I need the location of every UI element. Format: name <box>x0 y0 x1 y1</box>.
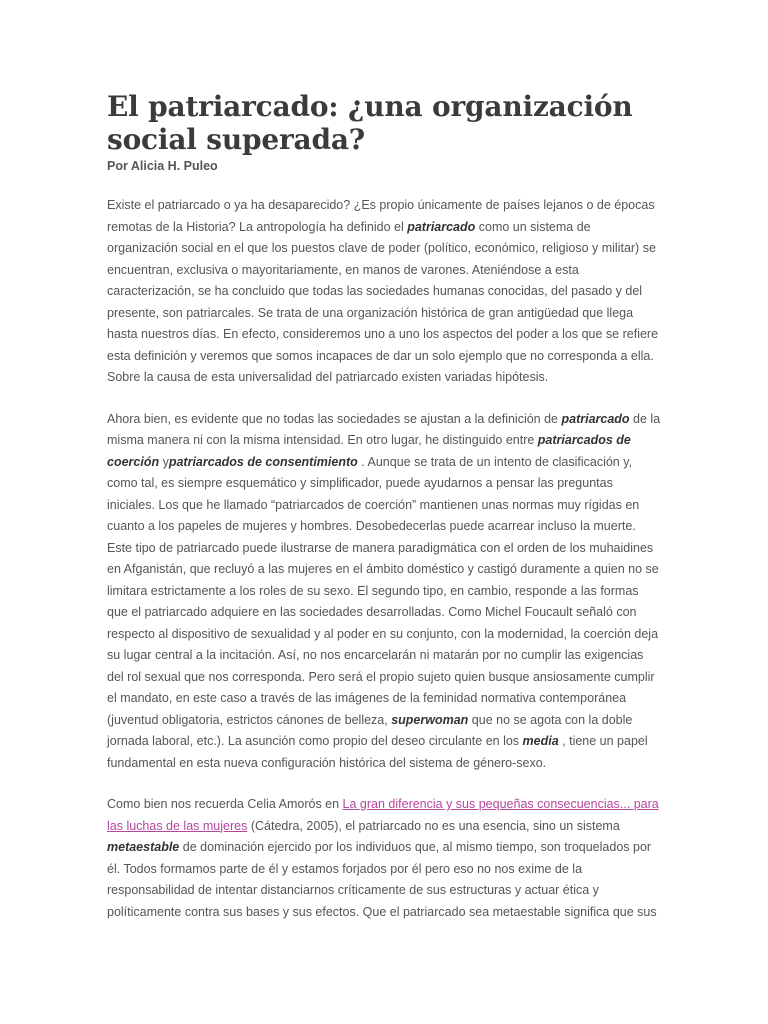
text: y <box>159 454 169 469</box>
paragraph-3 <box>107 794 662 923</box>
text: Como bien nos recuerda Celia Amorós en <box>107 797 343 811</box>
text: de la misma manera ni con la misma intensidad. En otro lugar, he distinguido entre <box>107 411 661 447</box>
text: Existe el patriarcado o ya ha desaparecido? ¿Es propio únicamente de países lejanos o de épocas remotas de la Historia? La antropología ha definido el <box>107 198 655 234</box>
text: (Cátedra, 2005), el patriarcado no es una esencia, sino un sistema <box>247 818 620 833</box>
text: Ahora bien, es evidente que no todas las sociedades se ajustan a la definición de <box>107 411 562 426</box>
emphasis: patriarcado <box>407 219 476 234</box>
emphasis: patriarcados de coerción <box>107 433 631 469</box>
article <box>107 90 662 943</box>
text: , tiene un papel fundamental en esta nueva configuración histórica del sistema de género-sexo. <box>107 734 648 770</box>
paragraph-2 <box>107 409 662 775</box>
article-byline: Por Alicia H. Puleo <box>107 159 218 173</box>
emphasis: media <box>522 734 559 748</box>
book-link[interactable]: La gran diferencia y sus pequeñas consecuencias... para las luchas de las mujeres <box>107 797 659 833</box>
emphasis: metaestable <box>107 840 180 854</box>
article-title: El patriarcado: ¿una organización social superada? <box>107 90 633 156</box>
text: de dominación ejercido por los individuos que, al mismo tiempo, son troquelados por él. Todos formamos parte de él y estamos forjados por él pero eso no nos exime de la responsabilidad de intentar distanciarnos críticamente de sus estructuras y actuar ética y políticamente contra sus bases y sus efectos. Que el patriarcado sea metaestable significa que sus <box>107 840 657 919</box>
text: . Aunque se trata de un intento de clasificación y, como tal, es siempre esquemático y simplificador, puede ayudarnos a pensar las preguntas iniciales. Los que he llamado “patriarcados de coerción” mantienen unas normas muy rígidas en cuanto a los papeles de mujeres y hombres. Desobedecerlas puede acarrear incluso la muerte. Este tipo de patriarcado puede ilustrarse de manera paradigmática con el orden de los muhaidines en Afganistán, que recluyó a las mujeres en el ámbito doméstico y castigó duramente a quien no se limitara estrictamente a los roles de su sexo. El segundo tipo, en cambio, responde a las formas que el patriarcado adquiere en las sociedades desarrolladas. Como Michel Foucault señaló con respecto al dispositivo de sexualidad y al poder en su conjunto, con la modernidad, la coerción deja su lugar central a la incitación. Así, no nos encarcelarán ni matarán por no cumplir las exigencias del rol sexual que nos corresponda. Pero será el propio sujeto quien busque ansiosamente cumplir el mandato, en este caso a través de las imágenes de la feminidad normativa contemporánea (juventud obligatoria, estrictos cánones de belleza, <box>107 454 659 727</box>
emphasis: patriarcado <box>561 411 630 426</box>
emphasis: patriarcados de consentimiento <box>168 454 358 469</box>
text: como un sistema de organización social en el que los puestos clave de poder (político, económico, religioso y militar) se encuentran, exclusiva o mayoritariamente, en manos de varones. Ateniéndose a esta caracterización, se ha concluido que todas las sociedades humanas conocidas, del pasado y del presente, son patriarcales. Se trata de una organización histórica de gran antigüedad que llega hasta nuestros días. En efecto, consideremos uno a uno los aspectos del poder a los que se refiere esta definición y veremos que somos incapaces de dar un solo ejemplo que no corresponda a ella. Sobre la causa de esta universalidad del patriarcado existen variadas hipótesis. <box>107 219 659 384</box>
text: que no se agota con la doble jornada laboral, etc.). La asunción como propio del deseo circulante en los <box>107 712 633 748</box>
emphasis: superwoman <box>391 712 469 727</box>
paragraph-1 <box>107 195 662 389</box>
